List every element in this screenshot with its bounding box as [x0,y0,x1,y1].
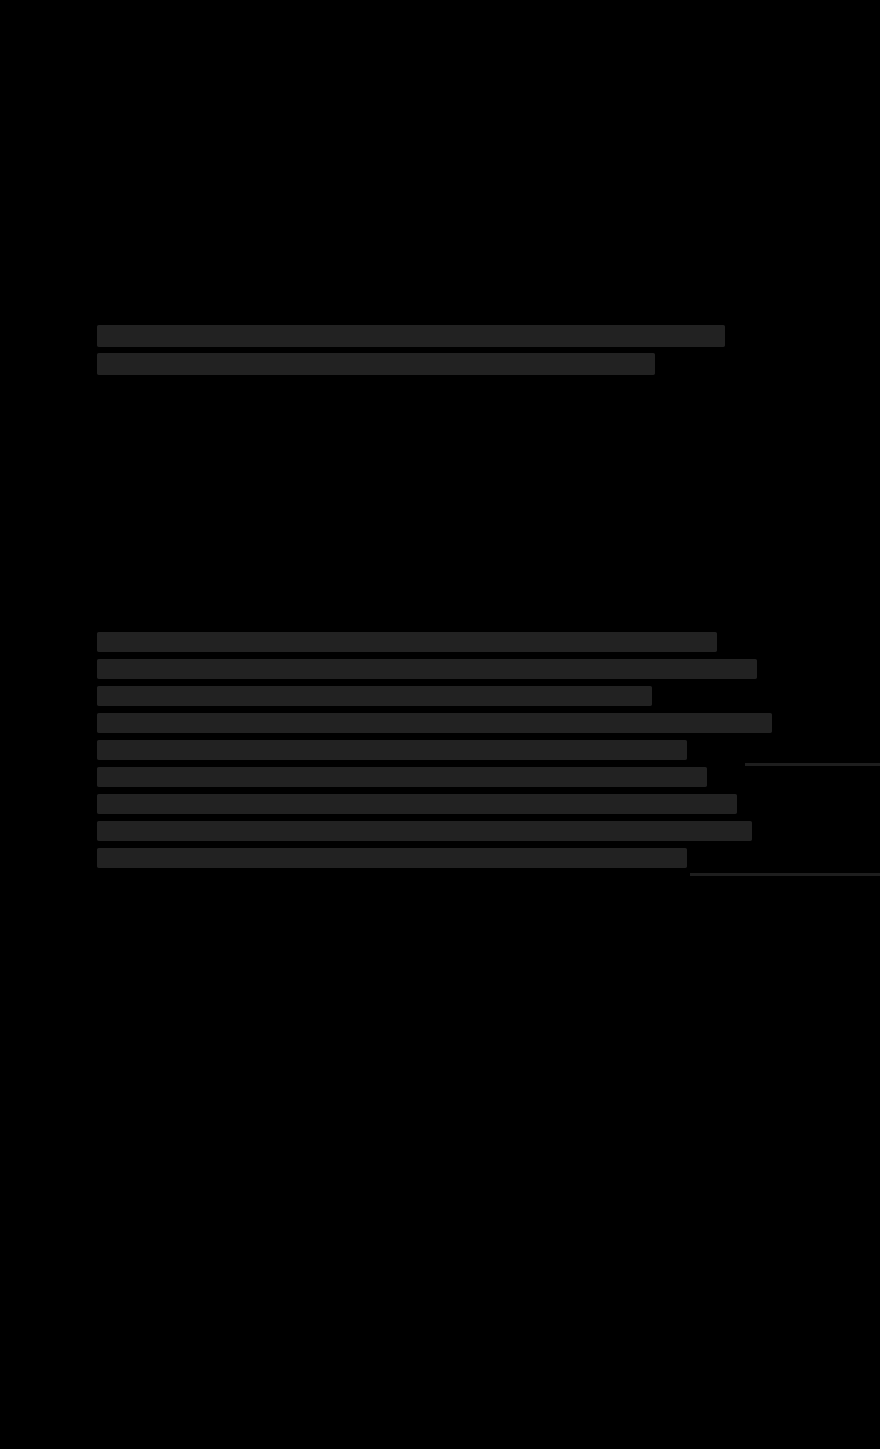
paragraph-line [97,794,737,814]
paragraph-line [97,740,687,760]
heading-block [97,325,725,381]
heading-line [97,353,655,375]
heading-line [97,325,725,347]
paragraph-line [97,767,707,787]
horizontal-rule [745,763,880,766]
paragraph-line [97,713,772,733]
paragraph-line [97,632,717,652]
paragraph-line [97,848,687,868]
paragraph-line [97,659,757,679]
paragraph-line [97,821,752,841]
paragraph-line [97,686,652,706]
paragraph-block [97,632,772,875]
horizontal-rule [690,873,880,876]
